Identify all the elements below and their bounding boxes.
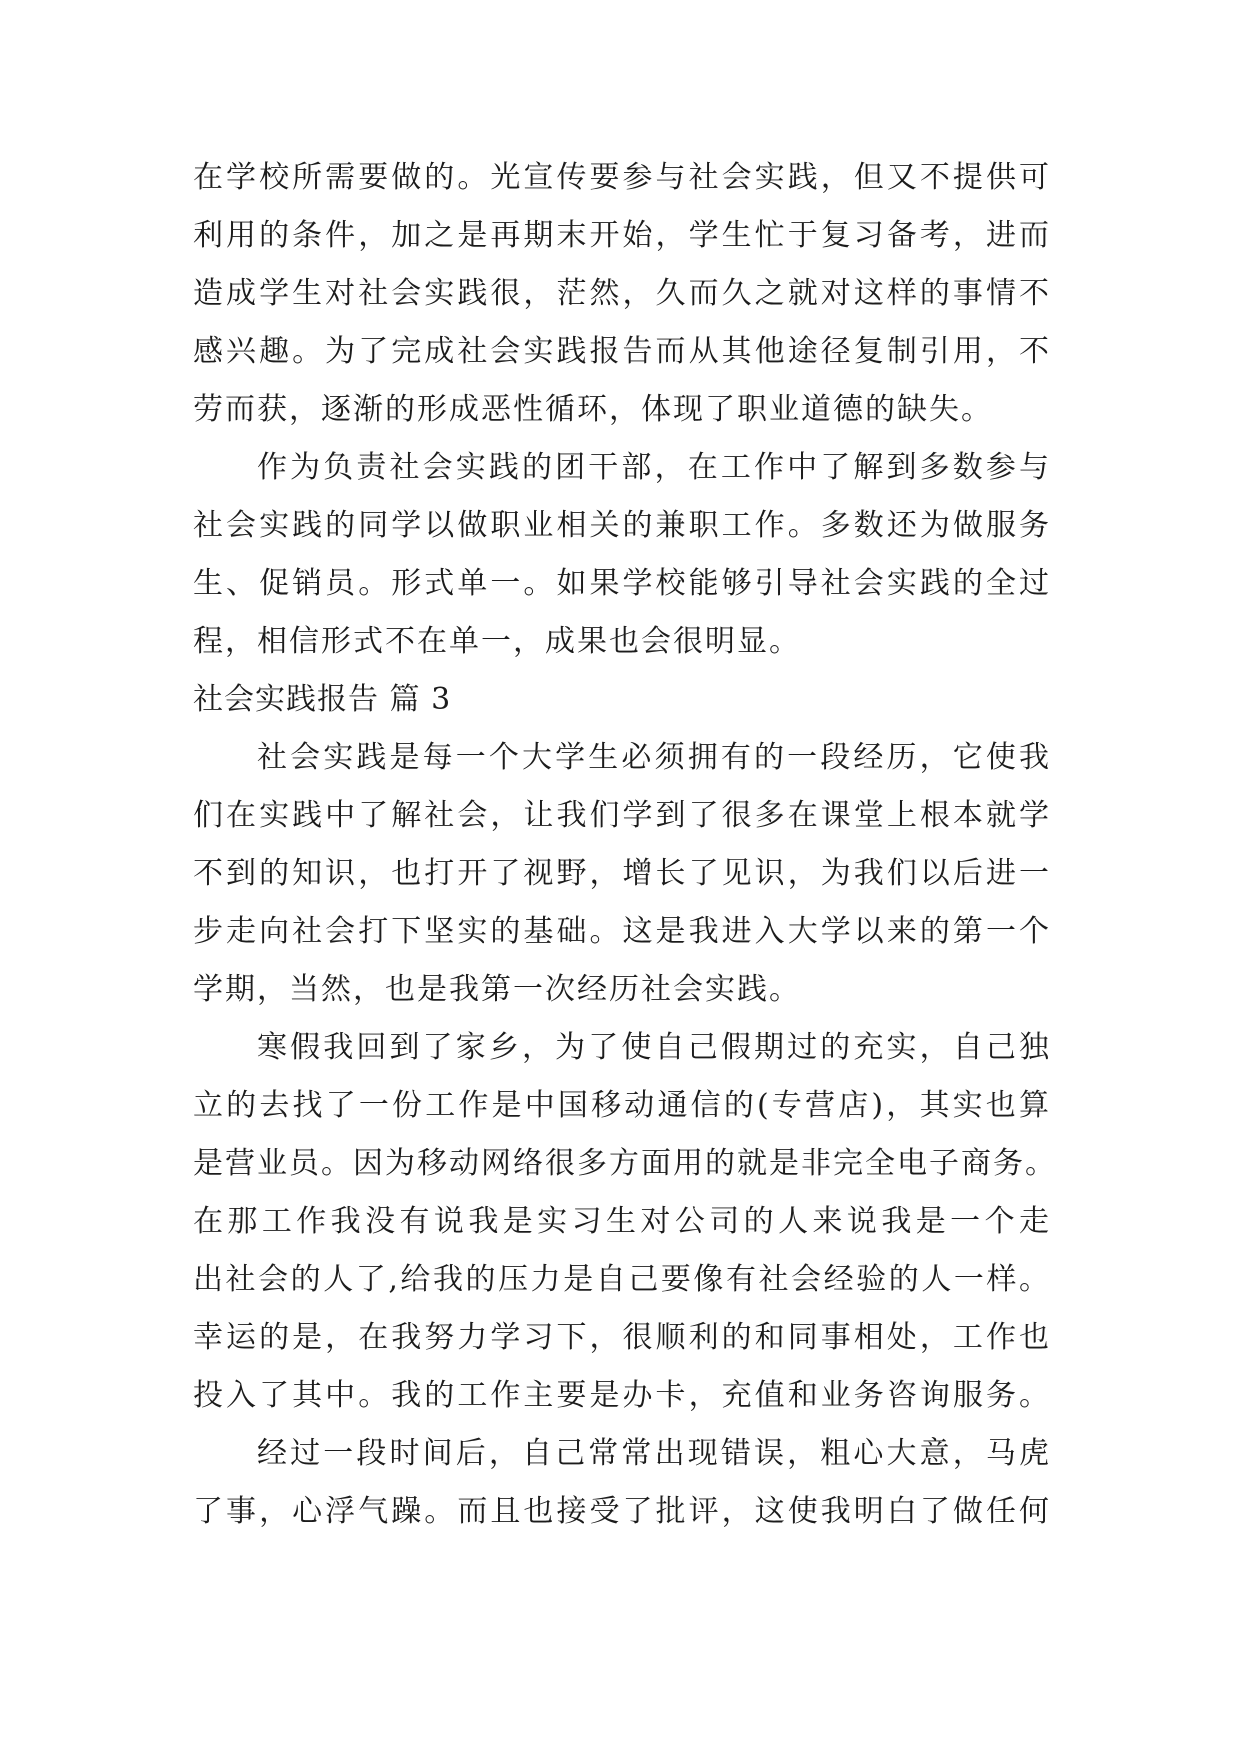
text-line: 是营业员。因为移动网络很多方面用的就是非完全电子商务。: [193, 1146, 1057, 1181]
text-line: 造成学生对社会实践很，茫然，久而久之就对这样的事情不: [193, 276, 1051, 311]
text-line: 在那工作我没有说我是实习生对公司的人来说我是一个走: [193, 1204, 1051, 1239]
text-line: 立的去找了一份工作是中国移动通信的(专营店)，其实也算: [193, 1088, 1051, 1123]
text-line: 劳而获，逐渐的形成恶性循环，体现了职业道德的缺失。: [193, 392, 993, 427]
section-heading: 社会实践报告 篇 3: [193, 682, 452, 717]
text-line: 在学校所需要做的。光宣传要参与社会实践，但又不提供可: [193, 160, 1051, 195]
text-line: 不到的知识，也打开了视野，增长了见识，为我们以后进一: [193, 856, 1051, 891]
text-line: 感兴趣。为了完成社会实践报告而从其他途径复制引用，不: [193, 334, 1051, 369]
text-line: 了事，心浮气躁。而且也接受了批评，这使我明白了做任何: [193, 1494, 1051, 1529]
text-line: 社会实践的同学以做职业相关的兼职工作。多数还为做服务: [193, 508, 1051, 543]
text-line: 幸运的是，在我努力学习下，很顺利的和同事相处，工作也: [193, 1320, 1051, 1355]
text-line: 出社会的人了,给我的压力是自己要像有社会经验的人一样。: [193, 1262, 1051, 1297]
text-line: 学期，当然，也是我第一次经历社会实践。: [193, 972, 801, 1007]
text-line: 程，相信形式不在单一，成果也会很明显。: [193, 624, 801, 659]
text-line: 们在实践中了解社会，让我们学到了很多在课堂上根本就学: [193, 798, 1051, 833]
text-line: 经过一段时间后，自己常常出现错误，粗心大意，马虎: [257, 1436, 1051, 1471]
text-line: 社会实践是每一个大学生必须拥有的一段经历，它使我: [257, 740, 1051, 775]
text-line: 步走向社会打下坚实的基础。这是我进入大学以来的第一个: [193, 914, 1051, 949]
text-line: 投入了其中。我的工作主要是办卡，充值和业务咨询服务。: [193, 1378, 1051, 1413]
text-line: 作为负责社会实践的团干部，在工作中了解到多数参与: [257, 450, 1051, 485]
document-body: [193, 158, 1057, 1550]
text-line: 寒假我回到了家乡，为了使自己假期过的充实，自己独: [257, 1030, 1051, 1065]
text-line: 生、促销员。形式单一。如果学校能够引导社会实践的全过: [193, 566, 1051, 601]
text-line: 利用的条件，加之是再期末开始，学生忙于复习备考，进而: [193, 218, 1051, 253]
